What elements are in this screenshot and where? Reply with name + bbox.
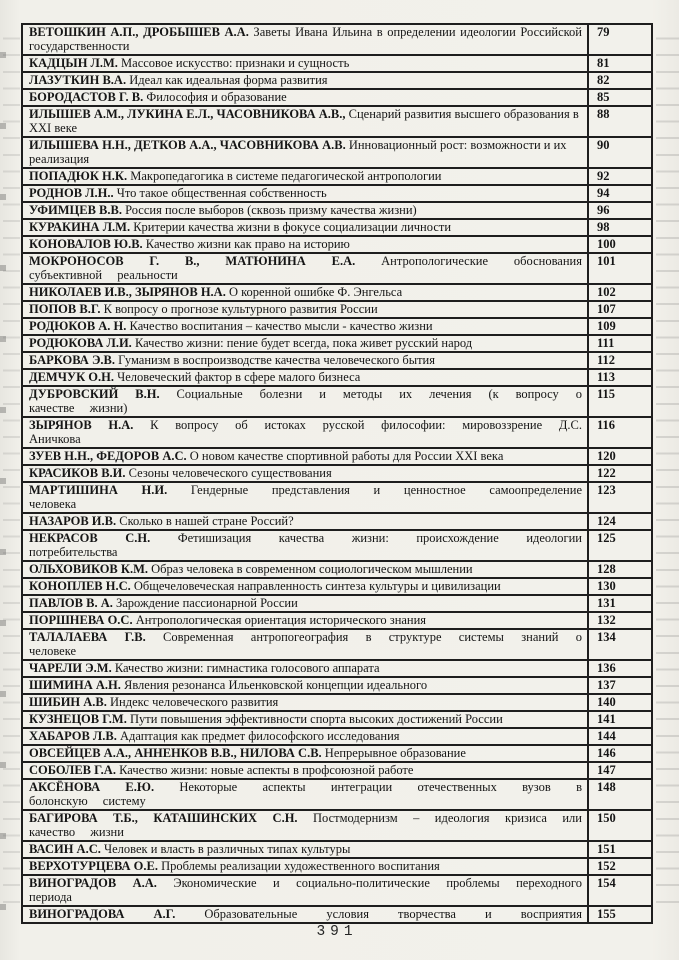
entry-title: Адаптация как предмет философского исследования	[116, 729, 400, 743]
entry-page-number: 94	[588, 185, 652, 202]
entry-title: Инновационный рост: возможности и их реализация	[29, 138, 567, 166]
toc-row	[22, 219, 652, 236]
entry-authors: БАРКОВА Э.В.	[29, 353, 116, 367]
toc-entry	[22, 762, 588, 779]
toc-row	[22, 24, 652, 55]
entry-title: Общечеловеческая направленность синтеза культуры и цивилизации	[130, 579, 501, 593]
entry-title: Социальные болезни и методы их лечения (к вопросу о качестве жизни)	[29, 387, 582, 415]
toc-entry	[22, 24, 588, 55]
toc-entry	[22, 875, 588, 906]
scan-artifact-left-edge	[3, 23, 20, 903]
entry-page-number: 88	[588, 106, 652, 137]
toc-entry	[22, 185, 588, 202]
entry-page-number: 111	[588, 335, 652, 352]
entry-authors: ЗЫРЯНОВ Н.А.	[29, 418, 134, 432]
toc-row	[22, 728, 652, 745]
entry-page-number: 107	[588, 301, 652, 318]
entry-title: Образовательные условия творчества и восприятия	[175, 907, 582, 921]
toc-entry	[22, 906, 588, 923]
entry-title: Россия после выборов (сквозь призму качества жизни)	[121, 203, 417, 217]
toc-entry	[22, 694, 588, 711]
entry-authors: ВИНОГРАДОВ А.А.	[29, 876, 157, 890]
entry-page-number: 96	[588, 202, 652, 219]
entry-title: Постмодернизм – идеология кризиса или качество жизни	[29, 811, 582, 839]
toc-row	[22, 841, 652, 858]
entry-page-number: 122	[588, 465, 652, 482]
entry-authors: КУЗНЕЦОВ Г.М.	[29, 712, 127, 726]
toc-row	[22, 779, 652, 810]
entry-authors: ИЛЫШЕВ А.М., ЛУКИНА Е.Л., ЧАСОВНИКОВА А.В.,	[29, 107, 346, 121]
entry-title: Гуманизм в воспроизводстве качества человеческого бытия	[115, 353, 435, 367]
entry-page-number: 79	[588, 24, 652, 55]
toc-row	[22, 858, 652, 875]
toc-row	[22, 612, 652, 629]
toc-row	[22, 106, 652, 137]
entry-authors: АКСЁНОВА Е.Ю.	[29, 780, 155, 794]
entry-authors: КОНОВАЛОВ Ю.В.	[29, 237, 143, 251]
toc-entry	[22, 236, 588, 253]
toc-entry	[22, 168, 588, 185]
entry-authors: ТАЛАЛАЕВА Г.В.	[29, 630, 146, 644]
toc-entry	[22, 595, 588, 612]
toc-entry	[22, 810, 588, 841]
entry-title: Фетишизация качества жизни: происхождение идеологии потребительства	[29, 531, 583, 559]
toc-entry	[22, 55, 588, 72]
entry-page-number: 81	[588, 55, 652, 72]
toc-row	[22, 762, 652, 779]
entry-title: Сценарий развития высшего образования в XXI веке	[29, 107, 579, 135]
toc-row	[22, 72, 652, 89]
entry-page-number: 140	[588, 694, 652, 711]
toc-entry	[22, 728, 588, 745]
toc-entry	[22, 335, 588, 352]
toc-entry	[22, 106, 588, 137]
entry-title: Что такое общественная собственность	[113, 186, 327, 200]
entry-page-number: 131	[588, 595, 652, 612]
toc-entry	[22, 612, 588, 629]
entry-page-number: 115	[588, 386, 652, 417]
entry-page-number: 124	[588, 513, 652, 530]
entry-authors: НИКОЛАЕВ И.В., ЗЫРЯНОВ Н.А.	[29, 285, 226, 299]
toc-row	[22, 595, 652, 612]
entry-page-number: 146	[588, 745, 652, 762]
entry-authors: МАРТИШИНА Н.И.	[29, 483, 168, 497]
entry-authors: КРАСИКОВ В.И.	[29, 466, 126, 480]
entry-title: О коренной ошибке Ф. Энгельса	[225, 285, 403, 299]
toc-row	[22, 530, 652, 561]
entry-authors: ДЕМЧУК О.Н.	[29, 370, 114, 384]
entry-authors: УФИМЦЕВ В.В.	[29, 203, 122, 217]
toc-row	[22, 185, 652, 202]
entry-page-number: 130	[588, 578, 652, 595]
toc-entry	[22, 352, 588, 369]
entry-title: Экономические и социально-политические проблемы переходного периода	[29, 876, 582, 904]
entry-page-number: 102	[588, 284, 652, 301]
toc-entry	[22, 137, 588, 168]
toc-row	[22, 513, 652, 530]
entry-title: Философия и образование	[143, 90, 287, 104]
entry-authors: ЗУЕВ Н.Н., ФЕДОРОВ А.С.	[29, 449, 187, 463]
entry-title: Идеал как идеальная форма развития	[126, 73, 328, 87]
entry-authors: РОДНОВ Л.Н..	[29, 186, 114, 200]
entry-page-number: 125	[588, 530, 652, 561]
toc-entry	[22, 578, 588, 595]
toc-row	[22, 318, 652, 335]
entry-page-number: 150	[588, 810, 652, 841]
toc-entry	[22, 72, 588, 89]
entry-title: К вопросу о прогнозе культурного развития России	[100, 302, 378, 316]
entry-title: О новом качестве спортивной работы для России XXI века	[186, 449, 504, 463]
entry-authors: БОРОДАСТОВ Г. В.	[29, 90, 144, 104]
toc-row	[22, 253, 652, 284]
toc-entry	[22, 219, 588, 236]
toc-row	[22, 465, 652, 482]
entry-page-number: 141	[588, 711, 652, 728]
entry-title: Макропедагогика в системе педагогической антропологии	[127, 169, 442, 183]
toc-row	[22, 875, 652, 906]
toc-row	[22, 301, 652, 318]
toc-row	[22, 89, 652, 106]
entry-page-number: 144	[588, 728, 652, 745]
toc-row	[22, 284, 652, 301]
entry-page-number: 116	[588, 417, 652, 448]
entry-title: Проблемы реализации художественного воспитания	[157, 859, 440, 873]
toc-entry	[22, 513, 588, 530]
entry-authors: ПАВЛОВ В. А.	[29, 596, 113, 610]
entry-authors: КОНОПЛЕВ Н.С.	[29, 579, 131, 593]
toc-table	[21, 23, 653, 924]
entry-title: Гендерные представления и ценностное самоопределение человека	[29, 483, 582, 511]
toc-entry	[22, 284, 588, 301]
entry-page-number: 147	[588, 762, 652, 779]
entry-page-number: 136	[588, 660, 652, 677]
page-footer	[21, 924, 653, 940]
entry-title: Некоторые аспекты интеграции отечественных вузов в болонскую систему	[29, 780, 582, 808]
entry-authors: ВЕРХОТУРЦЕВА О.Е.	[29, 859, 158, 873]
entry-authors: БАГИРОВА Т.Б., КАТАШИНСКИХ С.Н.	[29, 811, 298, 825]
toc-entry	[22, 386, 588, 417]
toc-entry	[22, 660, 588, 677]
entry-page-number: 112	[588, 352, 652, 369]
entry-authors: ОЛЬХОВИКОВ К.М.	[29, 562, 149, 576]
toc-entry	[22, 561, 588, 578]
toc-row	[22, 369, 652, 386]
entry-title: Качество жизни: новые аспекты в профсоюзной работе	[115, 763, 414, 777]
toc-entry	[22, 89, 588, 106]
entry-title: Заветы Ивана Ильина в определении идеологии Российской государственности	[29, 25, 582, 53]
toc-entry	[22, 482, 588, 513]
toc-row	[22, 810, 652, 841]
toc-row	[22, 137, 652, 168]
entry-page-number: 109	[588, 318, 652, 335]
entry-page-number: 155	[588, 906, 652, 923]
entry-title: Человеческий фактор в сфере малого бизнеса	[113, 370, 361, 384]
entry-title: Непрерывное образование	[321, 746, 466, 760]
scan-artifact-right-edge	[656, 23, 679, 903]
toc-row	[22, 168, 652, 185]
toc-row	[22, 629, 652, 660]
toc-entry	[22, 779, 588, 810]
entry-authors: ШИБИН А.В.	[29, 695, 107, 709]
entry-title: Человек и власть в различных типах культуры	[100, 842, 351, 856]
entry-page-number: 101	[588, 253, 652, 284]
entry-authors: ВИНОГРАДОВА А.Г.	[29, 907, 176, 921]
entry-page-number: 132	[588, 612, 652, 629]
toc-row	[22, 417, 652, 448]
entry-title: К вопросу об истоках русской философии: мировоззрение Д.С. Аничкова	[29, 418, 582, 446]
entry-title: Антропологическая ориентация исторического знания	[132, 613, 427, 627]
toc-entry	[22, 417, 588, 448]
toc-row	[22, 352, 652, 369]
toc-row	[22, 677, 652, 694]
toc-entry	[22, 318, 588, 335]
entry-authors: РОДЮКОВ А. Н.	[29, 319, 127, 333]
toc-entry	[22, 629, 588, 660]
toc-entry	[22, 841, 588, 858]
toc-entry	[22, 677, 588, 694]
entry-page-number: 134	[588, 629, 652, 660]
toc-entry	[22, 858, 588, 875]
toc-entry	[22, 301, 588, 318]
toc-row	[22, 745, 652, 762]
entry-authors: ШИМИНА А.Н.	[29, 678, 121, 692]
toc-row	[22, 561, 652, 578]
footer-page-number: 391	[316, 924, 358, 940]
entry-title: Массовое искусство: признаки и сущность	[117, 56, 350, 70]
entry-authors: ХАБАРОВ Л.В.	[29, 729, 117, 743]
entry-page-number: 148	[588, 779, 652, 810]
entry-page-number: 120	[588, 448, 652, 465]
toc-row	[22, 202, 652, 219]
entry-title: Качество воспитания – качество мысли - качество жизни	[126, 319, 433, 333]
toc-entry	[22, 369, 588, 386]
entry-authors: ОВСЕЙЦЕВ А.А., АННЕНКОВ В.В., НИЛОВА С.В.	[29, 746, 322, 760]
entry-authors: НАЗАРОВ И.В.	[29, 514, 117, 528]
entry-authors: КУРАКИНА Л.М.	[29, 220, 131, 234]
entry-title: Современная антропогеография в структуре системы знаний о человеке	[29, 630, 582, 658]
toc-row	[22, 711, 652, 728]
entry-authors: ВЕТОШКИН А.П., ДРОБЫШЕВ А.А.	[29, 25, 249, 39]
entry-page-number: 98	[588, 219, 652, 236]
entry-title: Качество жизни как право на историю	[142, 237, 350, 251]
entry-authors: ПОПАДЮК Н.К.	[29, 169, 128, 183]
entry-page-number: 123	[588, 482, 652, 513]
toc-row	[22, 660, 652, 677]
toc-row	[22, 482, 652, 513]
toc-row	[22, 55, 652, 72]
toc-entry	[22, 253, 588, 284]
toc-row	[22, 236, 652, 253]
toc-entry	[22, 465, 588, 482]
toc-row	[22, 578, 652, 595]
entry-title: Качество жизни: гимнастика голосового аппарата	[111, 661, 380, 675]
entry-page-number: 137	[588, 677, 652, 694]
entry-authors: ПОПОВ В.Г.	[29, 302, 101, 316]
entry-authors: СОБОЛЕВ Г.А.	[29, 763, 116, 777]
entry-page-number: 92	[588, 168, 652, 185]
entry-page-number: 85	[588, 89, 652, 106]
entry-authors: ЧАРЕЛИ Э.М.	[29, 661, 112, 675]
entry-title: Сколько в нашей стране Россий?	[116, 514, 294, 528]
entry-title: Зарождение пассионарной России	[112, 596, 298, 610]
entry-title: Антропологические обоснования субъективной реальности	[29, 254, 582, 282]
entry-title: Критерии качества жизни в фокусе социализации личности	[130, 220, 452, 234]
entry-authors: ПОРШНЕВА О.С.	[29, 613, 133, 627]
entry-page-number: 151	[588, 841, 652, 858]
toc-row	[22, 694, 652, 711]
toc-entry	[22, 530, 588, 561]
toc-row	[22, 448, 652, 465]
toc-row	[22, 335, 652, 352]
entry-title: Пути повышения эффективности спорта высоких достижений России	[126, 712, 503, 726]
entry-authors: МОКРОНОСОВ Г. В., МАТЮНИНА Е.А.	[29, 254, 356, 268]
entry-page-number: 152	[588, 858, 652, 875]
entry-page-number: 113	[588, 369, 652, 386]
entry-page-number: 100	[588, 236, 652, 253]
entry-title: Индекс человеческого развития	[106, 695, 279, 709]
entry-title: Качество жизни: пение будет всегда, пока живет русский народ	[131, 336, 473, 350]
entry-authors: КАДЦЫН Л.М.	[29, 56, 118, 70]
entry-authors: ВАСИН А.С.	[29, 842, 101, 856]
entry-authors: НЕКРАСОВ С.Н.	[29, 531, 151, 545]
entry-authors: РОДЮКОВА Л.И.	[29, 336, 132, 350]
toc-entry	[22, 745, 588, 762]
entry-page-number: 82	[588, 72, 652, 89]
entry-authors: ДУБРОВСКИЙ В.Н.	[29, 387, 160, 401]
entry-page-number: 154	[588, 875, 652, 906]
toc-row	[22, 386, 652, 417]
toc-row	[22, 906, 652, 923]
toc-entry	[22, 448, 588, 465]
entry-title: Сезоны человеческого существования	[125, 466, 332, 480]
entry-title: Явления резонанса Ильенковской концепции идеального	[120, 678, 428, 692]
entry-page-number: 90	[588, 137, 652, 168]
toc-table-body	[22, 24, 652, 923]
entry-authors: ЛАЗУТКИН В.А.	[29, 73, 127, 87]
entry-page-number: 128	[588, 561, 652, 578]
entry-authors: ИЛЫШЕВА Н.Н., ДЕТКОВ А.А., ЧАСОВНИКОВА А.В.	[29, 138, 346, 152]
entry-title: Образ человека в современном социологическом мышлении	[148, 562, 473, 576]
toc-entry	[22, 202, 588, 219]
toc-entry	[22, 711, 588, 728]
